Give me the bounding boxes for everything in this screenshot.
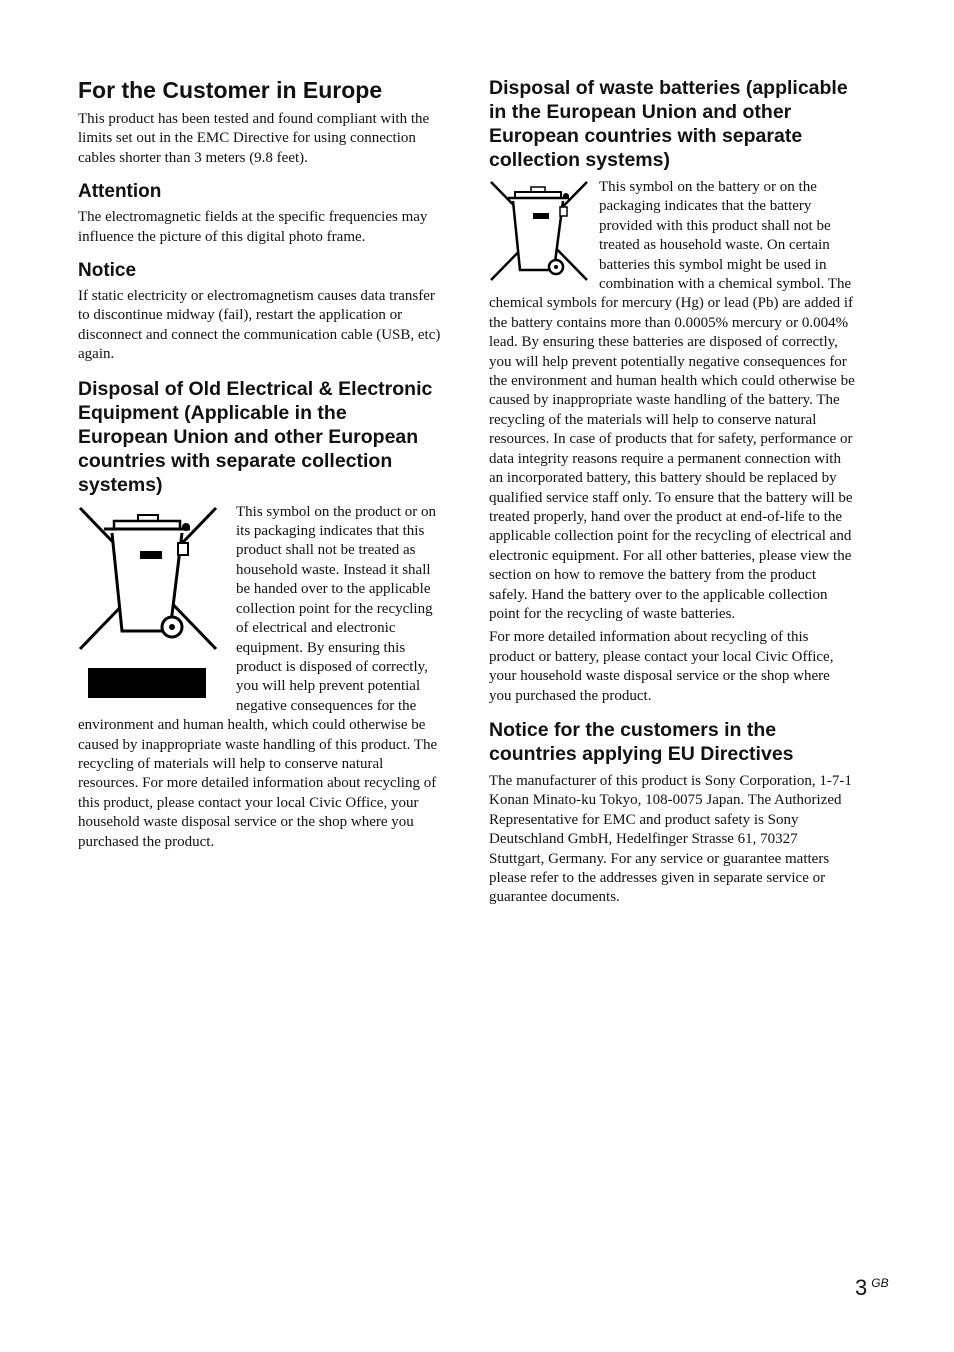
eu-directives-heading: Notice for the customers in the countries applying EU Directives [489,718,794,765]
emc-paragraph: This product has been tested and found compliant with the limits set out in the EMC Directive for using connection cables shorter than 3 meters (9.8 feet). [78,111,430,166]
page-number-value: 3 [855,1275,868,1300]
language-code: GB [871,1276,889,1290]
battery-paragraph: This symbol on the battery or on the packaging indicates that the battery provided with this product shall not be treated as household waste. On certain batteries this symbol might be used in combination with a chemical symbol. The chemical symbols for mercury (Hg) or lead (Pb) are added if the battery contains more than 0.0005% mercury or 0.004% lead. By ensuring these batteries are disposed of correctly, you will help prevent potentially negative consequences for the environment and human health which could otherwise be caused by inappropriate waste handling of the battery. The recycling of the materials will help to conserve natural resources. In case of products that for safety, performance or data integrity reasons require a permanent connection with an incorporated battery, this battery should be replaced by qualified service staff only. To ensure that the battery will be treated properly, hand over the product at end-of-life to the applicable collection point for the recycling of electrical and electronic equipment. For all other batteries, please view the section on how to remove the battery from the product safely. Hand the battery over to the applicable collection point for the recycling of waste batteries. [489,179,855,622]
crossed-out-bin-icon [78,505,218,653]
attention-paragraph: The electromagnetic fields at the specific frequencies may influence the picture of this digital photo frame. [78,209,428,245]
left-column [78,76,442,864]
page-number [855,1275,889,1301]
weee-heading: Disposal of Old Electrical & Electronic Equipment (Applicable in the European Union and other European countries with separate collection systems) [78,377,433,496]
notice-heading: Notice [78,260,137,282]
eu-directives-paragraph: The manufacturer of this product is Sony Corporation, 1-7-1 Konan Minato-ku Tokyo, 108-0075 Japan. The Authorized Representative for EMC and product safety is Sony Deutschland GmbH, Hedelfinger Strasse 61, 70327 Stuttgart, Germany. For any service or guarantee matters please refer to the addresses given in separate service or guarantee documents. [489,772,852,906]
page-title: For the Customer in Europe [78,77,383,103]
black-bar [88,668,206,698]
weee-symbol [78,505,228,698]
crossed-out-bin-icon [489,180,589,285]
right-column [489,76,855,920]
battery-symbol [489,180,594,290]
weee-paragraph: This symbol on the product or on its packaging indicates that this product shall not be treated as household waste. Instead it shall be handed over to the applicable collection point for the recycling of electrical and electronic equipment. By ensuring this product is disposed of correctly, you will help prevent potential negative consequences for the environment and human health, which could otherwise be caused by inappropriate waste handling of this product. The recycling of materials will help to conserve natural resources. For more detailed information about recycling of this product, please contact your local Civic Office, your household waste disposal service or the shop where you purchased the product. [78,503,438,850]
notice-paragraph: If static electricity or electromagnetism causes data transfer to discontinue midway (fail), restart the application or disconnect and connect the communication cable (USB, etc) again. [78,288,441,363]
battery-more-paragraph: For more detailed information about recycling of this product or battery, please contact your local Civic Office, your household waste disposal service or the shop where you purchased the product. [489,629,834,704]
attention-heading: Attention [78,181,162,203]
battery-heading: Disposal of waste batteries (applicable in the European Union and other European countries with separate collection systems) [489,77,848,171]
